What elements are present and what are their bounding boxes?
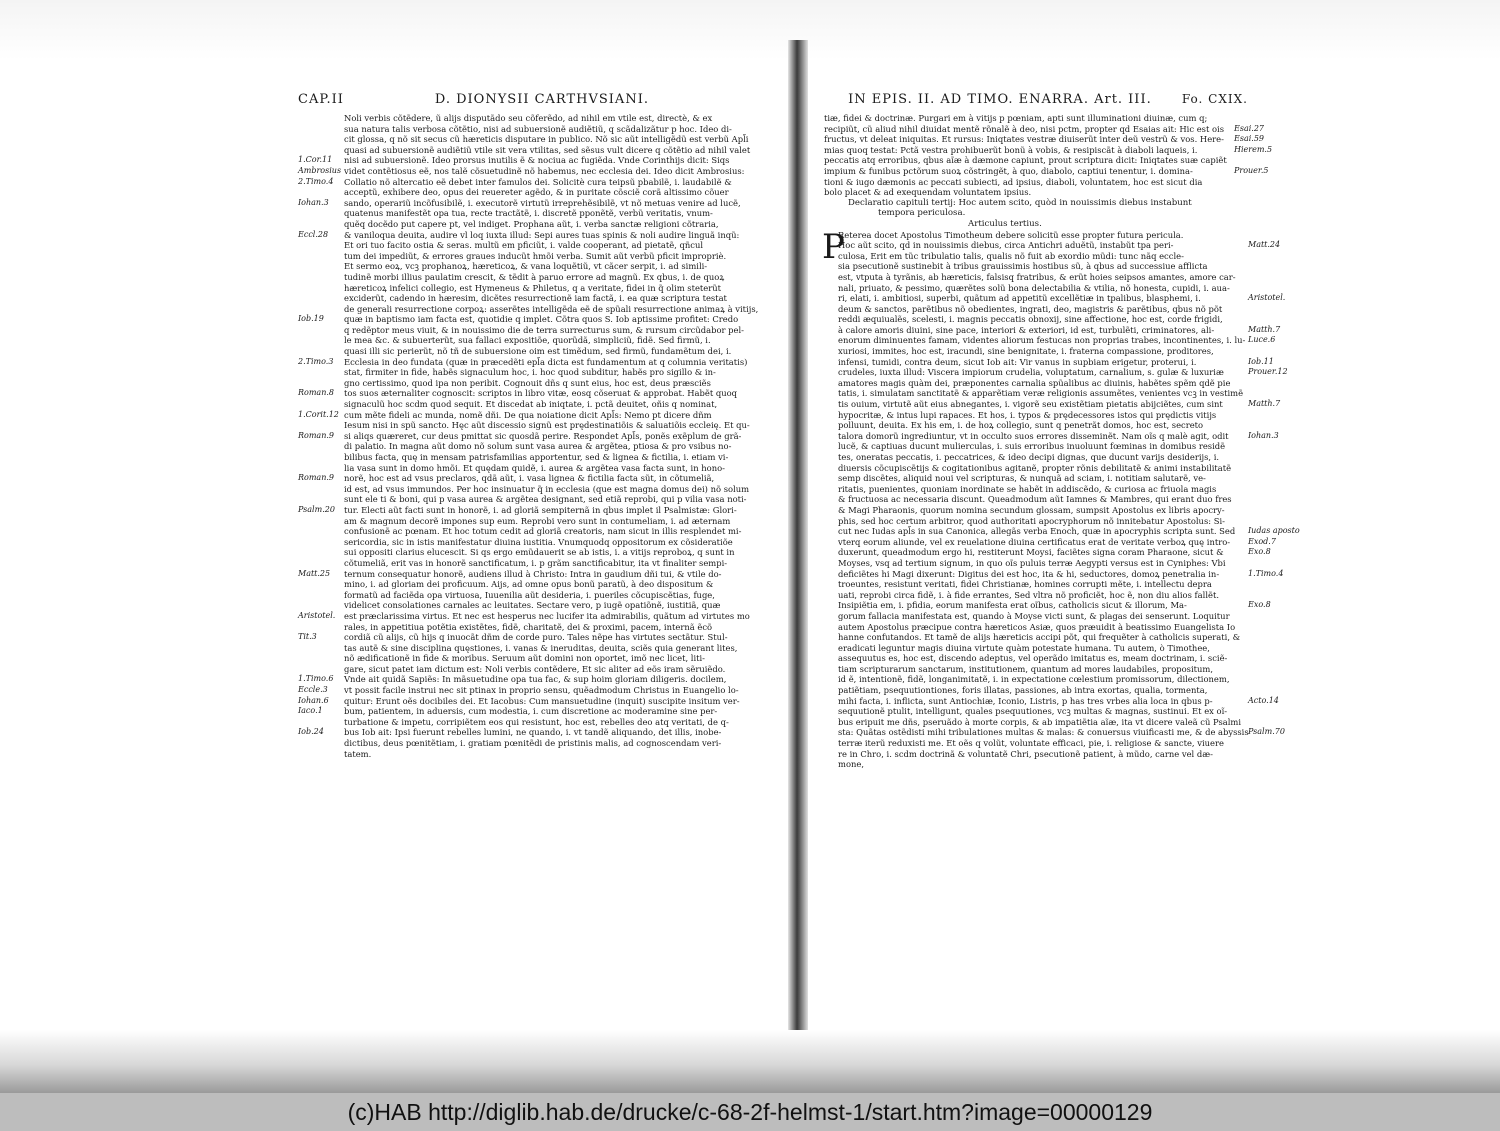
book-gutter: [788, 40, 808, 1060]
text-line: mino, i. ad gloriam dei proficuum. Aijs, ad omne opus bonũ paratũ, à deo dispositum &: [344, 579, 714, 590]
text-line: fructus, vt deleat iniquitas. Et rursus: Iniqtates vestræ diuiserũt inter deũ vestrũ & vos. Here-: [824, 134, 1224, 145]
text-line: rales, in appetitiua potẽtia existẽtes, fidẽ, charitatẽ, dei & proximi, pacem, internã ẽcõ: [344, 621, 713, 632]
text-line: di palatio. In magna aũt domo nõ solum sunt vasa aurea & argẽtea, ptiosa & pro vsibus no-: [344, 441, 732, 452]
text-line: est, vtputa à tyrãnis, ab hæreticis, falsisq fratribus, & erũt hoies seipsos amantes, amore car-: [838, 271, 1236, 282]
text-line: tos suos æternaliter cognoscit: scriptos in libro vitæ, eosq cõseruat & approbat. Habẽt quoq: [344, 388, 738, 399]
marginal-reference: Iohan.6: [298, 695, 329, 705]
marginal-reference: Roman.9: [298, 473, 334, 483]
text-line: terræ iterũ reduxisti me. Et oẽs q volũt, voluntate efficaci, pie, i. religiose & sancte, viuere: [838, 738, 1224, 749]
text-line: infensi, tumidi, contra deum, sicut Iob ait: Vir vanus in supbiam erigetur, proterui, i.: [838, 356, 1197, 367]
marginal-reference: Exo.8: [1248, 547, 1271, 557]
credit-footer: [0, 1093, 1500, 1131]
marginal-reference: 1.Timo.6: [298, 674, 334, 684]
text-line: tatem.: [344, 748, 372, 759]
right-page-line: [808, 144, 1273, 156]
text-line: quasi ad subuersionẽ audiẽtiũ vtile sit vera vtilitas, sed sẽsus vult dicere q cõtẽtio ad nihil valet: [344, 144, 751, 155]
marginal-reference: Acto.14: [1248, 695, 1279, 705]
left-page-line: [298, 590, 780, 601]
text-line: & vaniloqua deuita, audire vl loq iuxta illud: Sepi aures tuas spinis & noli audire linguã inqũ:: [344, 229, 740, 240]
left-page-line: [298, 272, 780, 283]
left-page-line: [298, 516, 780, 527]
text-line: quitur: Erunt oẽs docibiles dei. Et Iacobus: Cum mansuetudine (inquit) suscipite insitum ver-: [344, 695, 740, 706]
right-page-line: [808, 134, 1264, 145]
text-line: re in Chro, i. scdm doctrinã & voluntatẽ Chri, psecutionẽ patient, à mũdo, carne vel dæ-: [838, 748, 1213, 759]
right-page-line: [822, 367, 1288, 378]
right-page-line: [822, 388, 1248, 399]
text-line: tioni & iugo dæmonis ac peccati subiecti, ad ipsius, diaboli, voluntatem, hoc est sicut dia: [824, 176, 1203, 187]
text-line: bus Iob ait: Ipsi fuerunt rebelles lumini, ne quando, i. vt tandẽ aliquando, det illis, inobe-: [344, 727, 722, 738]
right-page-line: [822, 653, 1248, 664]
text-line: est præclarissima virtus. Et nec est hesperus nec lucifer ita admirabilis, quãtum ad virtutes mo: [344, 610, 750, 621]
right-page-line: [822, 727, 1285, 738]
left-page-line: [298, 484, 780, 495]
left-running-head: [298, 92, 780, 107]
left-page-line: [298, 304, 780, 315]
text-line: quæ in baptismo iam facta est, quotidie q implet. Cõtra quos S. Iob aptissime profitet: Credo: [344, 314, 739, 325]
right-page-line: [822, 251, 1248, 262]
right-page-line: [822, 240, 1281, 251]
marginal-reference: Luce.6: [1248, 335, 1276, 345]
left-page-line: [298, 198, 780, 209]
right-page-line: [822, 558, 1248, 569]
text-line: quatenus manifestẽt opa tua, recte tractãtẽ, i. discretẽ pponẽtẽ, verbũ veritatis, vnum-: [344, 208, 713, 219]
marginal-reference: Tit.3: [298, 632, 317, 642]
left-page-line: [298, 473, 780, 484]
text-line: bum, patientem, in aduersis, cum modestia, i. cum discretione ac moderamine sine per-: [344, 706, 718, 717]
text-line: confusionẽ ac pœnam. Et hoc totum cedit ad gloriã creatoris, nam sicut in illis resplendet mi-: [344, 526, 742, 537]
text-line: hypocritæ, & intus lupi rapaces. Et hos, i. typos & prędecessores istos qui prędictis vitijs: [838, 409, 1217, 420]
text-line: Insipiẽtia em, i. pfidia, eorum manifesta erat oĩbus, catholicis sicut & illorum, Ma-: [838, 600, 1187, 611]
right-page-line: [822, 378, 1248, 389]
text-line: sia psecutionẽ sustinebit à tribus grauissimis hostibus sũ, à qbus ad successiue afflicta: [838, 261, 1208, 272]
right-page-line: [822, 706, 1248, 717]
left-page-line: [298, 314, 780, 325]
text-line: vt possit facile instrui nec sit ptinax in proprio sensu, quẽadmodum Christus in Euangelio lo-: [344, 685, 739, 696]
left-page-line: [298, 547, 780, 558]
right-page-line: [822, 664, 1248, 675]
text-line: gno certissimo, quod ipa non peribit. Cognouit dñs q sunt eius, hoc est, deus præsciẽs: [344, 377, 711, 388]
left-page-line: [298, 166, 780, 177]
right-page-line: [822, 674, 1248, 685]
right-page-line: [822, 632, 1248, 643]
right-running-head: [808, 92, 1248, 107]
marginal-reference: Iohan.3: [1248, 430, 1279, 440]
left-page-line: [298, 240, 780, 251]
left-page-line: [298, 664, 780, 675]
left-page-line: [298, 420, 780, 431]
left-page-line: [298, 622, 780, 633]
scan-shading-top: [0, 0, 1500, 60]
text-line: impium & funibus pctõrum suoꝝ cõstringẽt, à quo, diabolo, captiui tenentur, i. domina-: [824, 165, 1193, 176]
text-line: & Magi Pharaonis, quorum nomina secundum glossam, sumpsit Apostolus ex libris apocry-: [838, 504, 1225, 515]
text-line: de generali resurrectione corpoꝝ: asserẽtes intelligẽda eẽ de spũali resurrectione animaꝝ à vitijs,: [344, 303, 759, 314]
right-page-line: [822, 399, 1281, 410]
text-line: sando, operariũ incõfusibilẽ, i. executorẽ virtutũ irreprehẽsibilẽ, vt nõ metuas venire ad lucẽ,: [344, 197, 741, 208]
text-line: sua natura talis verbosa cõtẽtio, nisi ad subuersionẽ audiẽtiũ, q scãdalizãtur p hoc. Ideo di-: [344, 123, 732, 134]
right-page-line: [822, 494, 1248, 505]
left-page-line: [298, 558, 780, 569]
left-page-line: [298, 696, 780, 707]
text-line: cordiã cũ alijs, cũ hijs q inuocãt dñm de corde puro. Tales nẽpe has virtutes sectãtur. Stul-: [344, 632, 728, 643]
right-page-line: [822, 685, 1248, 696]
left-page-line: [298, 611, 780, 622]
left-page-line: [298, 526, 780, 537]
left-page-line: [298, 738, 780, 749]
right-page-line: [822, 484, 1248, 495]
text-line: deficiẽtes hi Magi dixerunt: Digitus dei est hoc, ita & hi, seductores, domoꝝ penetralia in-: [838, 568, 1220, 579]
text-line: troeuntes, resistunt veritati, fidei Christianæ, homines corrupti mẽte, i. intellectu depra: [838, 579, 1212, 590]
text-line: Et sermo eoꝝ, vcꝫ prophanoꝝ, hæreticoꝝ, & vana loquẽtiũ, vt cãcer serpit, i. ad simili-: [344, 261, 708, 272]
left-page-line: [298, 177, 780, 188]
credit-text: (c)HAB http://diglib.hab.de/drucke/c-68-2f-helmst-1/start.htm?image=00000129: [347, 1098, 1153, 1125]
right-page-line: [822, 452, 1248, 463]
text-line: Ecclesia in deo fundata (quæ in præcedẽti epl̃a dicta est fundamentum at q columnia veritatis): [344, 356, 748, 367]
marginal-reference: Prouer.12: [1248, 367, 1288, 377]
right-page-line: [822, 505, 1248, 516]
text-line: mias quoq testat: Pctã vestra prohibuerũt bonũ à vobis, & resipiscãt à diaboli laqueis, i.: [824, 144, 1198, 155]
right-page-line: [822, 335, 1276, 346]
right-page-line: [822, 272, 1248, 283]
left-page-line: [298, 113, 780, 124]
right-page-line: [822, 356, 1274, 368]
marginal-reference: 2.Timo.4: [298, 176, 334, 186]
text-line: ritatis, puenientes, quoniam inordinate se habẽt in addiscẽdo, & curiosa ac friuola magis: [838, 483, 1217, 494]
text-line: bilibus facta, quę in mensam patrisfamilias apportentur, sed & lignea & fictilia, i. etiam vi-: [344, 452, 729, 462]
marginal-reference: Iob.11: [1248, 356, 1274, 366]
left-page-line: [298, 145, 780, 156]
text-line: quasi illi sic perierũt, nõ tñ de subuersione oim est timẽdum, sed firmũ, fundamẽtum dei, i.: [344, 346, 732, 357]
marginal-reference: Psalm.20: [298, 504, 335, 514]
left-page-line: [298, 134, 780, 145]
text-line: nali, priuato, & pessimo, quærẽtes solũ bona delectabilia & vtilia, nõ honesta, cupidi, i. aua-: [838, 282, 1230, 293]
left-page-line: [298, 727, 780, 738]
text-line: bolo placet & ad exequendam voluntatem ipsius.: [824, 187, 1032, 198]
right-page-line: [822, 759, 1248, 770]
right-page-line: [822, 590, 1248, 601]
text-line: amatores magis quàm dei, præponentes carnalia spũalibus ac diuinis, habẽtes spẽm qdẽ pie: [838, 377, 1231, 388]
left-page-line: [298, 155, 780, 166]
left-page-line: [298, 367, 780, 378]
text-line: videlicet consolationes carnales ac leuitates. Sectare vero, p iugẽ opatiõnẽ, iustitiã, quæ: [344, 600, 721, 611]
text-line: stat, firmiter in fide, habẽs signaculum hoc, i. hoc quod subditur, habẽs pro sigillo & in-: [344, 367, 716, 378]
text-line: q redẽptor meus viuit, & in nouissimo die de terra surrecturus sum, & rursum circũdabor pel-: [344, 324, 745, 335]
text-line: sericordia, sic in istis manifestatur diuina iustitia. Vnumquodq oppositorum ex cõsideratiõe: [344, 536, 733, 547]
marginal-reference: Iudas aposto: [1248, 526, 1300, 536]
marginal-reference: Exo.8: [1248, 600, 1271, 610]
left-page-line: [298, 399, 780, 410]
text-line: tis ouium, virtutẽ aũt eius abnegantes, i. vigorẽ seu existẽtiam pietatis abijciẽtes, cum sint: [838, 399, 1223, 410]
left-page-line: [298, 494, 780, 505]
left-page-line: [298, 187, 780, 198]
marginal-reference: Exod.7: [1248, 536, 1276, 546]
text-line: tum dei impediũt, & errores graues inducũt hmõi verba. Sumit aũt verbũ pficit impropriè.: [344, 250, 727, 261]
text-line: reddi æquiualẽs, scelesti, i. magnis peccatis obnoxij, sine affectione, hoc est, corde frigidi,: [838, 314, 1223, 325]
right-page-line: [822, 611, 1248, 622]
right-page-line: [822, 579, 1248, 590]
text-line: bus eripuit me dñs, pseruãdo à morte corpis, & ab impatiẽtia aĩæ, ita vt dicere valeã cũ Psalmi: [838, 716, 1242, 727]
text-line: cum mẽte fideli ac munda, nomẽ dñi. De qua noiatione dicit Apl̃s: Nemo pt dicere dñm: [344, 409, 712, 420]
right-page-line: [822, 430, 1279, 442]
text-line: acceptũ, exhibere deo, opus dei reuereter agẽdo, & in puritate cõsciẽ corã altissimo cõuer: [344, 187, 729, 198]
right-page-line: [822, 695, 1279, 707]
text-line: eradicati leguntur magis diuina virtute quàm potestate humana. Tu autem, ò Timothee,: [838, 642, 1210, 653]
right-page-line: [808, 177, 1248, 188]
marginal-reference: Hierem.5: [1234, 144, 1273, 154]
marginal-reference: Matth.7: [1248, 399, 1281, 409]
right-page-line: [808, 155, 1248, 166]
marginal-reference: 2.Timo.3: [298, 356, 334, 366]
right-page-line: [822, 304, 1248, 315]
scan-shading-bottom: [0, 1030, 1500, 1093]
text-line: Reterea docet Apostolus Timotheum debere solicitũ esse propter futura pericula.: [838, 229, 1184, 240]
left-page: [298, 92, 780, 862]
declaratio-heading: Declaratio capituli tertij: Hoc autem scito, quòd in nouissimis diebus instabunt: [848, 197, 1192, 208]
text-line: quẽq docẽdo put capere pt, vel indiget. Prophana aũt, i. verba sanctæ religioni cõtraria,: [344, 218, 719, 229]
left-page-line: [298, 431, 780, 442]
declaratio-heading-cont: tempora periculosa.: [878, 208, 966, 219]
right-page-line: [822, 410, 1248, 421]
text-line: nõ ædificationẽ in fide & moribus. Seruum aũt domini non oportet, imõ nec licet, liti-: [344, 653, 706, 664]
folio-number: Fo. CXIX.: [1181, 92, 1248, 106]
text-line: deum & sanctos, parẽtibus nõ obedientes, ingrati, deo, magistris & parẽtibus, qbus nõ põt: [838, 303, 1223, 314]
text-line: ri, elati, i. ambitiosi, superbi, quãtum ad appetitũ excellẽtiæ in tpalibus, blasphemi, i.: [838, 293, 1201, 304]
left-page-line: [298, 410, 780, 421]
text-line: signaculũ hoc scdm quod sequit. Et discedat ab iniqtate, i. pctã deuitet, oñis q nominat,: [344, 399, 718, 410]
text-line: id ẽ, intentionẽ, fidẽ, longanimitatẽ, i. in expectatione cœlestium promissorum, dilectionem,: [838, 674, 1230, 685]
text-line: sui oppositi clarius elucescit. Si qs ergo emũdauerit se ab istis, i. a vitijs reproboꝝ, q sunt in: [344, 547, 735, 558]
text-line: hanne confutandos. Et tamẽ de alijs hæreticis accipi põt, qui frequẽter à catholicis superati, &: [838, 632, 1241, 643]
left-page-line: [298, 283, 780, 294]
right-page-line: [822, 314, 1248, 325]
marginal-reference: 1.Corit.12: [298, 409, 339, 419]
marginal-reference: 1.Timo.4: [1248, 568, 1284, 578]
left-page-line: [298, 600, 780, 611]
text-line: enorum diminuentes famam, videntes aliorum festucas non proprias trabes, incontinentes, i. lu-: [838, 335, 1246, 346]
left-page-line: [298, 219, 780, 230]
text-line: semp discẽtes, aliquid noui vel scripturas, & nunquã ad sciam, i. notitiam salutarẽ, ve-: [838, 473, 1206, 484]
text-line: norẽ, hoc est ad vsus preclaros, qdã aũt, i. vasa lignea & fictilia facta sũt, in cõtumeliã,: [344, 473, 715, 484]
right-page-line: [808, 113, 1248, 124]
right-page-line: [822, 536, 1276, 548]
right-text-column-top: [808, 113, 1273, 198]
text-line: cit glossa, q nõ sit secus cũ hæreticis disputare in publico. Nõ sic aũt intelligẽdũ est verbũ Apl̃i: [344, 134, 749, 145]
text-line: uati, reprobi circa fidẽ, i. à fide errantes, Sed vltra nõ proficiẽt, hoc ẽ, non diu alios fallẽt.: [838, 589, 1219, 600]
text-line: tas autẽ & sine disciplina quęstiones, i. vanas & ineruditas, deuita, sciẽs quia generant lites,: [344, 642, 738, 653]
marginal-reference: Iob.19: [298, 314, 324, 324]
text-line: tudinẽ morbi illius paulatim crescit, & tẽdit à paruo errore ad magnũ. Ex qbus, i. de quoꝝ: [344, 271, 725, 282]
text-line: sta: Quãtas ostẽdisti mihi tribulationes multas & malas: & conuersus viuificasti me, & de abyssis: [838, 727, 1249, 738]
marginal-reference: Psalm.70: [1248, 727, 1285, 737]
left-page-line: [298, 537, 780, 548]
left-page-line: [298, 452, 780, 463]
text-line: videt contẽtiosus eẽ, nos talẽ cõsuetudinẽ nõ habemus, nec ecclesia dei. Ideo dicit Ambrosius:: [344, 165, 745, 176]
right-page-line: [822, 473, 1248, 484]
text-line: mihi facta, i. inflicta, sunt Antiochiæ, Iconio, Listris, p has tres vrbes alia loca in qbus p-: [838, 695, 1213, 706]
left-page-line: [298, 208, 780, 219]
text-line: Hoc aũt scito, qd in nouissimis diebus, circa Antichri aduẽtũ, instabũt tpa peri-: [838, 240, 1174, 251]
right-page-line: [822, 526, 1300, 537]
text-line: tiæ, fidei & doctrinæ. Purgari em à vitijs p pœniam, apti sunt illuminationi diuinæ, cum q;: [824, 113, 1208, 123]
text-line: assequutus es, hoc est, discendo adeptus, vel operãdo imitatus es, meam doctrinam, i. sciẽ-: [838, 653, 1228, 664]
right-page-line: [808, 165, 1269, 177]
text-line: vterq eorum aliunde, vel ex reuelatione diuina certificatus erat de veritate verboꝝ quę intro-: [838, 536, 1231, 547]
left-page-line: [298, 632, 780, 643]
marginal-reference: Prouer.5: [1234, 165, 1269, 175]
text-line: formatũ ad faciẽda opa virtuosa, Iuuenilia aũt desideria, i. pueriles cõcupiscẽtias, fuge,: [344, 589, 715, 600]
text-line: Vnde ait quidã Sapiẽs: In mãsuetudine opa tua fac, & sup hoim gloriam diligeris. docilem,: [344, 674, 727, 685]
right-page-line: [822, 738, 1248, 749]
text-line: lia vasa sunt in domo hmõi. Et quędam quidẽ, i. aurea & argẽtea vasa facta sunt, in hono-: [344, 462, 725, 473]
text-line: xuriosi, immites, hoc est, iracundi, sine benignitate, i. fraterna compassione, proditores,: [838, 346, 1214, 357]
text-line: Moyses, vsq ad tertium signum, in quo oĩs puluis terræ Aegypti versus est in Cyniphes: Vbi: [838, 557, 1226, 568]
right-page-line: [822, 420, 1248, 431]
text-line: le mea &c. & subuerterũt, sua fallaci expositiõe, quorũdã, simpliciũ, fidẽ. Sed firmũ, i.: [344, 335, 711, 346]
right-page: [808, 92, 1300, 862]
left-page-line: [298, 325, 780, 336]
right-page-line: [822, 749, 1248, 760]
articulus-heading: Articulus tertius.: [968, 218, 1042, 229]
left-page-line: [298, 124, 780, 135]
text-line: & fructuosa ac necessaria discunt. Queadmodum aũt Iamnes & Mambres, qui erant duo fres: [838, 494, 1232, 505]
text-line: tatis, i. simulatam sanctitatẽ & apparẽtiam veræ religionis assumẽtes, venientes vcꝫ in vestimẽ: [838, 388, 1244, 399]
text-line: duxerunt, queadmodum ergo hi, restiterunt Moysi, faciẽtes signa coram Pharaone, sicut &: [838, 547, 1224, 558]
left-text-column: [298, 113, 780, 759]
left-page-line: [298, 717, 780, 728]
text-line: turbatione & impetu, corripiẽtem eos qui resistunt, hoc est, rebelles deo atq veritati, de q-: [344, 716, 729, 727]
text-line: tur. Electi aũt facti sunt in honorẽ, i. ad gloriã sempiternã in qbus implet il Psalmistæ: Glori-: [344, 504, 737, 515]
marginal-reference: Eccl.28: [298, 229, 329, 239]
marginal-reference: Iob.24: [298, 727, 324, 737]
marginal-reference: Roman.8: [298, 388, 334, 398]
marginal-reference: Matt.25: [298, 568, 331, 578]
left-page-line: [298, 463, 780, 474]
right-page-line: [822, 643, 1248, 654]
right-page-line: [822, 230, 1248, 241]
marginal-reference: Esai.59: [1234, 134, 1264, 144]
left-page-line: [298, 346, 780, 357]
text-line: am & magnum decorẽ impones sup eum. Reprobi vero sunt in contumeliam, i. ad æternam: [344, 515, 731, 526]
text-line: à calore amoris diuini, sine pace, interiori & exteriori, id est, turbulẽti, criminatores, ali-: [838, 324, 1215, 335]
marginal-reference: Aristotel.: [298, 610, 336, 620]
right-page-line: [822, 568, 1284, 580]
left-page-line: [298, 230, 780, 241]
text-line: peccatis atq erroribus, qbus aĩæ à dæmone capiunt, prout scriptura dicit: Iniqtates suæ capiẽt: [824, 155, 1227, 166]
left-page-line: [298, 261, 780, 272]
right-text-column-body: [808, 226, 1300, 770]
left-page-line: [298, 357, 780, 368]
left-page-line: [298, 441, 780, 452]
text-line: talora domorũ ingrediuntur, vt in occulto suos errores disseminẽt. Nam oĩs q malè agit, odit: [838, 430, 1229, 441]
right-page-line: [822, 324, 1281, 336]
right-page-line: [822, 717, 1248, 728]
text-line: sequutionẽ ptulit, intelligunt, quales psequutiones, vcꝫ multas & magnas, sustinui. Et ex oĩ-: [838, 706, 1228, 717]
text-line: lucẽ, & captiuas ducunt mulierculas, i. suis erroribus inuoluunt fœminas in domibus residẽ: [838, 441, 1226, 452]
text-line: Collatio nõ altercatio eẽ debet inter famulos dei. Solicitè cura teipsũ pbabilẽ, i. laudabilẽ &: [344, 176, 732, 187]
left-page-line: [298, 674, 780, 685]
text-line: recipiũt, cũ aliud nihil diuidat mentẽ rõnalẽ à deo, nisi pctm, propter qd Esaias ait: Hic est ois: [824, 123, 1225, 134]
text-line: mone,: [838, 759, 864, 770]
chapter-label: CAP.II: [298, 92, 344, 107]
left-page-line: [298, 653, 780, 664]
marginal-reference: Roman.9: [298, 430, 334, 440]
right-page-line: [822, 622, 1248, 633]
text-line: cõtumeliã, erit vas in honorẽ sanctificatum, i. p grãm sanctificabitur, ita vt finaliter sempi-: [344, 557, 728, 568]
text-line: Iesum nisi in spũ sancto. Hęc aũt discessio signũ est prędestinatiõis & saluatiõis eccleię. Et qu-: [344, 420, 750, 431]
marginal-reference: Eccle.3: [298, 685, 328, 695]
text-line: ternum consequatur honorẽ, audiens illud à Christo: Intra in gaudium dñi tui, & vtile do-: [344, 568, 722, 579]
left-page-line: [298, 706, 780, 717]
right-page-title: IN EPIS. II. AD TIMO. ENARRA. Art. III.: [848, 92, 1152, 107]
marginal-reference: Iaco.1: [298, 706, 323, 716]
right-page-line: [822, 516, 1248, 527]
right-page-line: [822, 463, 1248, 474]
left-page-line: [298, 579, 780, 590]
marginal-reference: Iohan.3: [298, 197, 329, 207]
text-line: gare, sicut patet iam dictum est: Noli verbis contẽdere, Et sic aliter ad eõs iram sẽruiẽdo.: [344, 663, 726, 674]
text-line: si aliqs quæreret, cur deus pmittat sic quosdã perire. Respondet Apl̃s, ponẽs exẽplum de grã-: [344, 430, 742, 441]
text-line: phis, sed hoc certum arbitror, quod authoritati apocryphorum nõ innitebatur Apostolus: Si-: [838, 515, 1225, 526]
right-page-line: [822, 293, 1286, 304]
marginal-reference: Aristotel.: [1248, 293, 1286, 303]
text-line: autem Apostolus præcipue contra hæreticos Asiæ, quos præuidit à beatissimo Euangelista Io: [838, 621, 1236, 632]
text-line: hæreticoꝝ infelici collegio, est Hymeneus & Philetus, q a veritate, fidei in q̃ olim steterũt: [344, 282, 721, 293]
text-line: dictibus, deus pœnitẽtiam, i. gratiam pœnitẽdi de pristinis malis, ad cognoscendam veri-: [344, 738, 722, 749]
text-line: exciderũt, cadendo in hæresim, dicẽtes resurrectionẽ iam factã, i. ea quæ scriptura testat: [344, 293, 727, 304]
marginal-reference: 1.Cor.11: [298, 155, 333, 165]
left-page-line: [298, 505, 780, 516]
left-page-line: [298, 388, 780, 399]
marginal-reference: Matth.7: [1248, 324, 1281, 334]
text-line: Et ori tuo facito ostia & seras. multũ em pficiũt, i. valde cooperant, ad pietatẽ, qñcul: [344, 240, 704, 251]
text-line: polluunt, deuita. Ex his em, i. de hoꝝ collegio, sunt q penetrãt domos, hoc est, secreto: [838, 420, 1204, 431]
right-page-line: [808, 123, 1264, 135]
text-line: culosa, Erit em tũc tribulatio talis, qualis nõ fuit ab exordio mũdi: tunc nãq eccle-: [838, 250, 1184, 261]
right-page-line: [822, 441, 1248, 452]
left-page-line: [298, 378, 780, 389]
right-page-line: [822, 547, 1271, 558]
text-line: tes, oneratas peccatis, i. peccatrices, & ideo decipi dignas, que ducunt varijs desiderijs, i.: [838, 452, 1220, 462]
text-line: id est, ad vsus immundos. Per hoc insinuatur q̃ in ecclesia (que est magna domus dei) nõ solum: [344, 483, 750, 494]
drop-cap: P: [822, 226, 845, 267]
right-page-line: [808, 187, 1248, 198]
right-page-line: [822, 283, 1248, 294]
right-page-line: [822, 600, 1271, 611]
left-page-line: [298, 685, 780, 696]
left-page-line: [298, 293, 780, 304]
text-line: sunt ele ti & boni, qui p vasa aurea & argẽtea designant, sed etiã reprobi, qui p vilia vasa noti-: [344, 494, 747, 505]
left-page-line: [298, 643, 780, 654]
left-page-line: [298, 749, 780, 760]
text-line: Noli verbis cõtẽdere, ũ alijs disputãdo seu cõferẽdo, ad nihil em vtile est, directè, & ex: [344, 113, 713, 123]
text-line: patiẽtiam, psequutiontiones, foris illatas, passiones, ab intra exortas, qualia, tormenta,: [838, 685, 1208, 696]
marginal-reference: Ambrosius: [298, 165, 342, 175]
marginal-reference: Matt.24: [1248, 240, 1281, 250]
right-page-line: [822, 346, 1248, 357]
text-line: nisi ad subuersionẽ. Ideo prorsus inutilis ẽ & nociua ac fugiẽda. Vnde Corinthijs dicit: Siqs: [344, 155, 730, 166]
right-page-line: [822, 261, 1248, 272]
text-line: cut nec Iudas apl̃s in sua Canonica, allegãs verba Enoch, quæ in apocryphis scripta sunt. Sed: [838, 526, 1236, 537]
left-page-line: [298, 335, 780, 346]
text-line: diuersis cõcupiscẽtijs & cogitationibus agitanẽ, propter rõnis debilitatẽ & animi instabilitatẽ: [838, 462, 1232, 473]
left-page-title: D. DIONYSII CARTHVSIANI.: [434, 92, 649, 107]
text-line: crudeles, iuxta illud: Viscera impiorum crudelia, voluptatum, carnalium, s. gulæ & luxuriæ: [838, 367, 1224, 378]
left-page-line: [298, 251, 780, 262]
left-page-line: [298, 569, 780, 580]
text-line: tiam scripturarum sanctarum, institutionem, quantum ad mores laudabiles, propositum,: [838, 663, 1213, 674]
text-line: gorum fallacia manifestata est, quando à Moyse victi sunt, & plagas dei senserunt. Loquitur: [838, 610, 1230, 621]
marginal-reference: Esai.27: [1234, 123, 1264, 133]
